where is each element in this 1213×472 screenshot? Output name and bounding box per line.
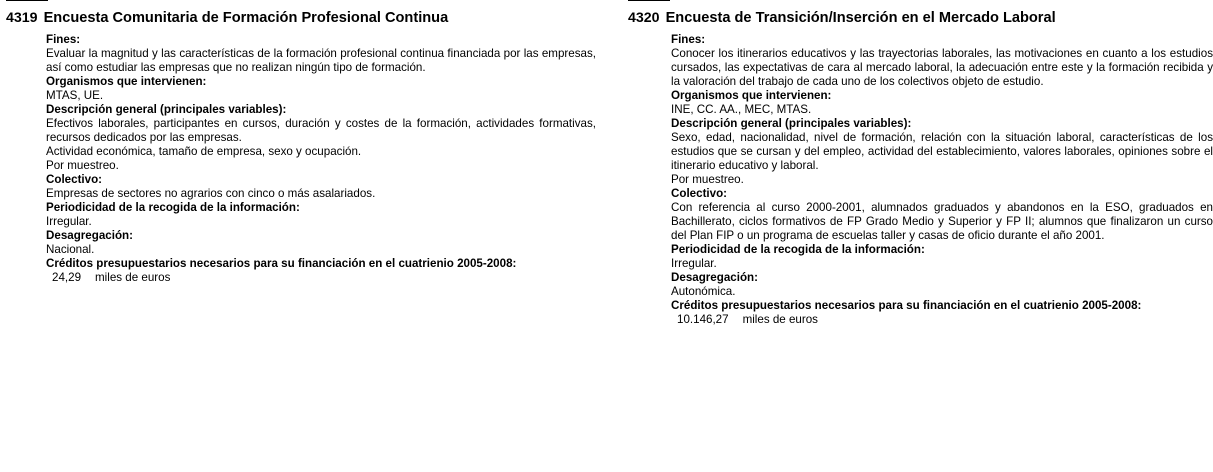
organismos-text: MTAS, UE. (46, 89, 104, 102)
periodicidad-label: Periodicidad de la recogida de la información: (671, 243, 925, 256)
top-rule (628, 0, 670, 1)
entry-code: 4319 (6, 10, 38, 26)
organismos-label: Organismos que intervienen: (46, 75, 207, 88)
credit-amount (671, 313, 1213, 327)
amount-unit: miles de euros (742, 313, 818, 326)
colectivo-label: Colectivo: (671, 187, 728, 200)
descripcion-text: Sexo, edad, nacionalidad, nivel de formación, relación con la situación laboral, características de los estudios que se cursan y del empleo, actividad del establecimiento, valores laborales, opiniones sobre el itinerario educativo y laboral. (671, 131, 1213, 172)
descripcion-text: Actividad económica, tamaño de empresa, sexo y ocupación. (46, 145, 362, 158)
creditos-label: Créditos presupuestarios necesarios para su financiación en el cuatrienio 2005-2008: (671, 299, 1142, 312)
top-rule (6, 0, 48, 1)
credit-amount (46, 271, 596, 285)
entry-body (6, 33, 596, 285)
periodicidad-label: Periodicidad de la recogida de la información: (46, 201, 300, 214)
fines-text: Evaluar la magnitud y las características de la formación profesional continua financiada por las empresas, así como estudiar las empresas que no realizan ningún tipo de formación. (46, 47, 596, 74)
fines-text: Conocer los itinerarios educativos y las trayectorias laborales, las motivaciones en cuanto a los estudios cursados, las expectativas de cara al mercado laboral, la adecuación entre este y la formación recibida y la valoración del trabajo de cada uno de los colectivos objeto de estudio. (671, 47, 1213, 88)
desagregacion-label: Desagregación: (46, 229, 133, 242)
entry-4320 (628, 0, 1213, 327)
descripcion-text: Efectivos laborales, participantes en cursos, duración y costes de la formación, actividades formativas, recursos dedicados por las empresas. (46, 117, 596, 144)
descripcion-text: Por muestreo. (46, 159, 119, 172)
organismos-text: INE, CC. AA., MEC, MTAS. (671, 103, 812, 116)
descripcion-label: Descripción general (principales variables): (671, 117, 912, 130)
desagregacion-label: Desagregación: (671, 271, 758, 284)
fines-label: Fines: (671, 33, 706, 46)
periodicidad-text: Irregular. (671, 257, 717, 270)
descripcion-label: Descripción general (principales variables): (46, 103, 287, 116)
entry-name: Encuesta de Transición/Inserción en el Mercado Laboral (665, 10, 1056, 26)
entry-code: 4320 (628, 10, 660, 26)
entry-4319 (6, 0, 596, 285)
desagregacion-text: Autonómica. (671, 285, 736, 298)
entry-name: Encuesta Comunitaria de Formación Profesional Continua (43, 10, 449, 26)
amount-unit: miles de euros (95, 271, 171, 284)
entry-title (6, 10, 596, 27)
amount-value: 10.146,27 (677, 313, 729, 326)
colectivo-text: Con referencia al curso 2000-2001, alumnados graduados y abandonos en la ESO, graduados en Bachillerato, ciclos formativos de FP Grado Medio y Superior y FP II; alumnos que finalizaron un curso del Plan FIP o un programa de escuelas taller y casas de oficio durante el año 2001. (671, 201, 1213, 242)
colectivo-label: Colectivo: (46, 173, 103, 186)
amount-value: 24,29 (52, 271, 82, 284)
creditos-label: Créditos presupuestarios necesarios para su financiación en el cuatrienio 2005-2008: (46, 257, 517, 270)
periodicidad-text: Irregular. (46, 215, 92, 228)
fines-label: Fines: (46, 33, 81, 46)
descripcion-text: Por muestreo. (671, 173, 744, 186)
desagregacion-text: Nacional. (46, 243, 95, 256)
colectivo-text: Empresas de sectores no agrarios con cinco o más asalariados. (46, 187, 376, 200)
organismos-label: Organismos que intervienen: (671, 89, 832, 102)
entry-body (628, 33, 1213, 327)
entry-title (628, 10, 1213, 27)
